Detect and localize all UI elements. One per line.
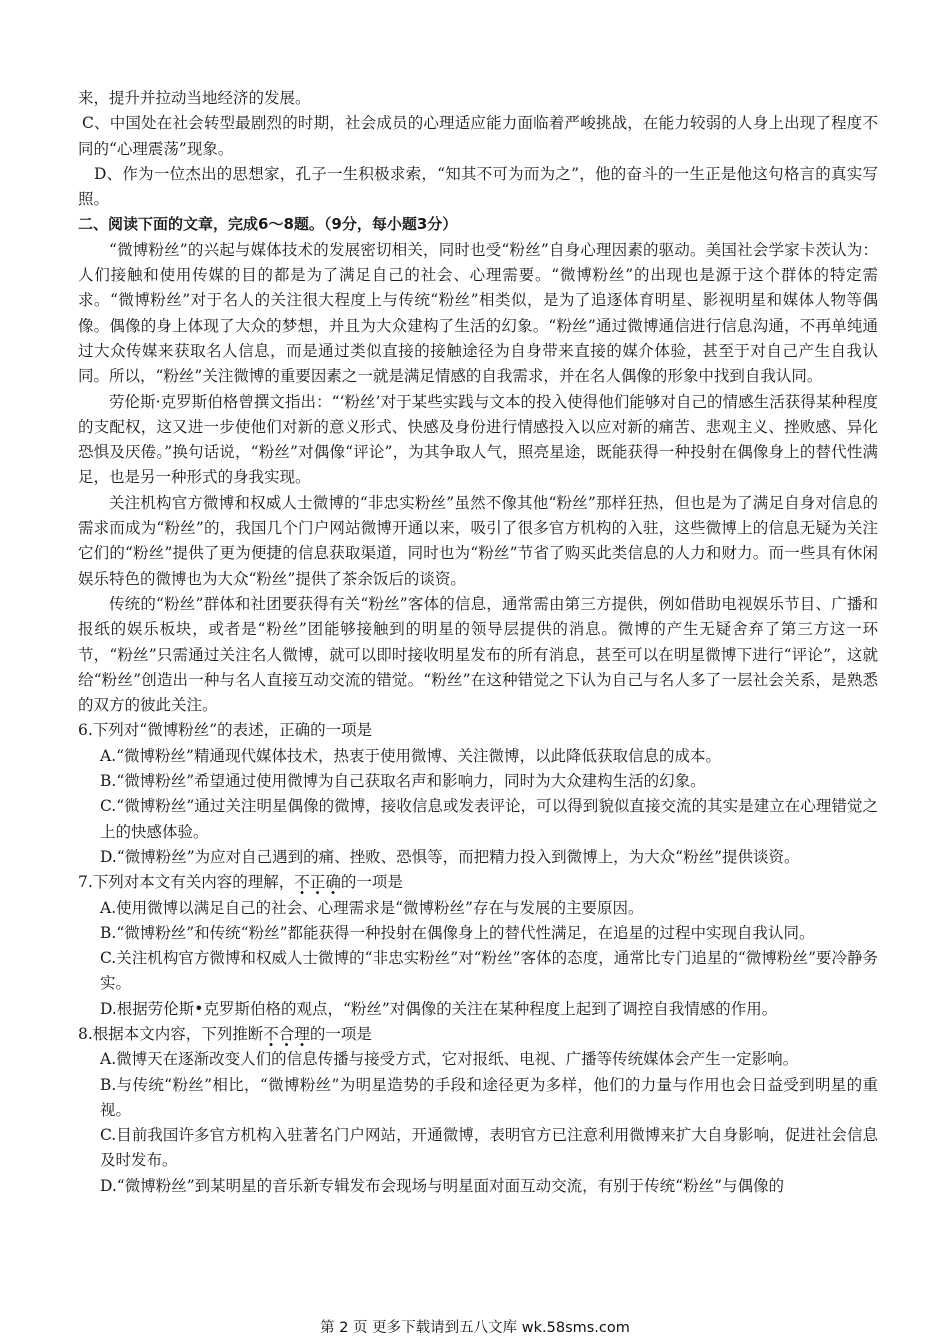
document-page: [78, 86, 878, 1199]
emphasis-char: 不: [263, 1024, 279, 1043]
question-6-option-a: A.“微博粉丝”精通现代媒体技术，热衷于使用微博、关注微博，以此降低获取信息的成本。: [100, 746, 721, 765]
article-paragraph-4: 传统的“粉丝”群体和社团要获得有关“粉丝”客体的信息，通常需由第三方提供，例如借助电视娱乐节目、广播和报纸的娱乐板块，或者是“粉丝”团能够接触到的明星的领导层提供的消息。微博的产生无疑舍弃了第三方这一环节，“粉丝”只需通过关注名人微博，就可以即时接收明星发布的所有消息，甚至可以在明星微博下进行“评论”，这就给“粉丝”创造出一种与名人直接互动交流的错觉。“粉丝”在这种错觉之下认为自己与名人多了一层社会关系，是熟悉的双方的彼此关注。: [78, 594, 878, 715]
question-8-option-c: C.目前我国许多官方机构入驻著名门户网站，开通微博，表明官方已注意利用微博来扩大自身影响，促进社会信息及时发布。: [100, 1126, 878, 1170]
question-8-suffix: 的一项是: [309, 1024, 372, 1043]
question-7: [78, 870, 878, 895]
article-paragraph-1: “微博粉丝”的兴起与媒体技术的发展密切相关，同时也受“粉丝”自身心理因素的驱动。美国社会学家卡茨认为：人们接触和使用传媒的目的都是为了满足自己的社会、心理需要。“微博粉丝”的出现也是源于这个群体的特定需求。“微博粉丝”对于名人的关注很大程度上与传统“粉丝”相类似，是为了追逐体育明星、影视明星和媒体人物等偶像。偶像的身上体现了大众的梦想，并且为大众建构了生活的幻象。“粉丝”通过微博通信进行信息沟通，不再单纯通过大众传媒来获取名人信息，而是通过类似直接的接触途径为自身带来直接的媒介体验，甚至于对自己产生自我认同。所以，“粉丝”关注微博的重要因素之一就是满足情感的自我需求，并在名人偶像的形象中找到自我认同。: [78, 240, 878, 386]
question-7-option-b: B.“微博粉丝”和传统“粉丝”都能获得一种投射在偶像身上的替代性满足，在追星的过程中实现自我认同。: [100, 923, 815, 942]
emphasis-char: 确: [325, 873, 341, 892]
emphasis-char: 不: [294, 873, 310, 892]
emphasis-char: 理: [294, 1024, 310, 1043]
question-8-option-b: B.与传统“粉丝”相比，“微博粉丝”为明星造势的手段和途径更为多样，他们的力量与作用也会日益受到明星的重视。: [100, 1075, 878, 1119]
question-8-option-d: D.“微博粉丝”到某明星的音乐新专辑发布会现场与明星面对面互动交流，有别于传统“粉丝”与偶像的: [100, 1176, 785, 1195]
question-7-option-c: C.关注机构官方微博和权威人士微博的“非忠实粉丝”对“粉丝”客体的态度，通常比专门追星的“微博粉丝”要冷静务实。: [100, 949, 878, 993]
emphasis-char: 合: [278, 1024, 295, 1043]
question-6-option-b: B.“微博粉丝”希望通过使用微博为自己获取名声和影响力，同时为大众建构生活的幻象。: [100, 772, 706, 791]
page-footer: 第 2 页 更多下载请到五八文库 wk.58sms.com: [320, 1320, 630, 1336]
question-7-option-d: D.根据劳伦斯•克罗斯伯格的观点，“粉丝”对偶像的关注在某种程度上起到了调控自我情感的作用。: [100, 999, 778, 1018]
continued-line: 来，提升并拉动当地经济的发展。: [78, 89, 311, 107]
question-8-option-a: A.微博天在逐渐改变人们的信息传播与接受方式，它对报纸、电视、广播等传统媒体会产生一定影响。: [100, 1050, 799, 1069]
question-7-suffix: 的一项是: [340, 873, 403, 892]
article-paragraph-3: 关注机构官方微博和权威人士微博的“非忠实粉丝”虽然不像其他“粉丝”那样狂热，但也是为了满足自身对信息的需求而成为“粉丝”的，我国几个门户网站微博开通以来，吸引了很多官方机构的入驻，这些微博上的信息无疑为关注它们的“粉丝”提供了更为便捷的信息获取渠道，同时也为“粉丝”节省了购买此类信息的人力和财力。而一些具有休闲娱乐特色的微博也为大众“粉丝”提供了茶余饭后的谈资。: [78, 493, 878, 588]
question-8: [78, 1022, 878, 1047]
section-heading: 二、阅读下面的文章，完成6～8题。（9分，每小题3分）: [78, 215, 458, 234]
emphasis-char: 正: [309, 873, 326, 892]
question-6-option-c: C.“微博粉丝”通过关注明星偶像的微博，接收信息或发表评论，可以得到貌似直接交流的其实是建立在心理错觉之上的快感体验。: [100, 797, 878, 841]
question-6: 6.下列对“微博粉丝”的表述，正确的一项是: [78, 721, 373, 740]
article-paragraph-2: 劳伦斯·克罗斯伯格曾撰文指出：“‘粉丝’对于某些实践与文本的投入使得他们能够对自己的情感生活获得某种程度的支配权，这又进一步使他们对新的意义形式、快感及身份进行情感投入以应对新的痛苦、悲观主义、挫败感、异化恐惧及厌倦。”换句话说，“粉丝”对偶像“评论”，为其争取人气，照亮星途，既能获得一种投射在偶像身上的替代性满足，也是另一种形式的身我实现。: [78, 392, 878, 487]
option-c-paragraph: C、中国处在社会转型最剧烈的时期，社会成员的心理适应能力面临着严峻挑战，在能力较弱的人身上出现了程度不同的“心理震荡”现象。: [78, 114, 878, 158]
question-8-prefix: 8.根据本文内容，下列推断: [78, 1024, 264, 1043]
question-7-option-a: A.使用微博以满足自己的社会、心理需求是“微博粉丝”存在与发展的主要原因。: [100, 898, 644, 917]
option-d-paragraph: D、作为一位杰出的思想家，孔子一生积极求索，“知其不可为而为之”，他的奋斗的一生正是他这句格言的真实写照。: [78, 164, 878, 209]
question-6-option-d: D.“微博粉丝”为应对自己遇到的痛、挫败、恐惧等，而把精力投入到微博上，为大众“粉丝”提供谈资。: [100, 847, 800, 866]
question-7-prefix: 7.下列对本文有关内容的理解，: [78, 873, 295, 892]
